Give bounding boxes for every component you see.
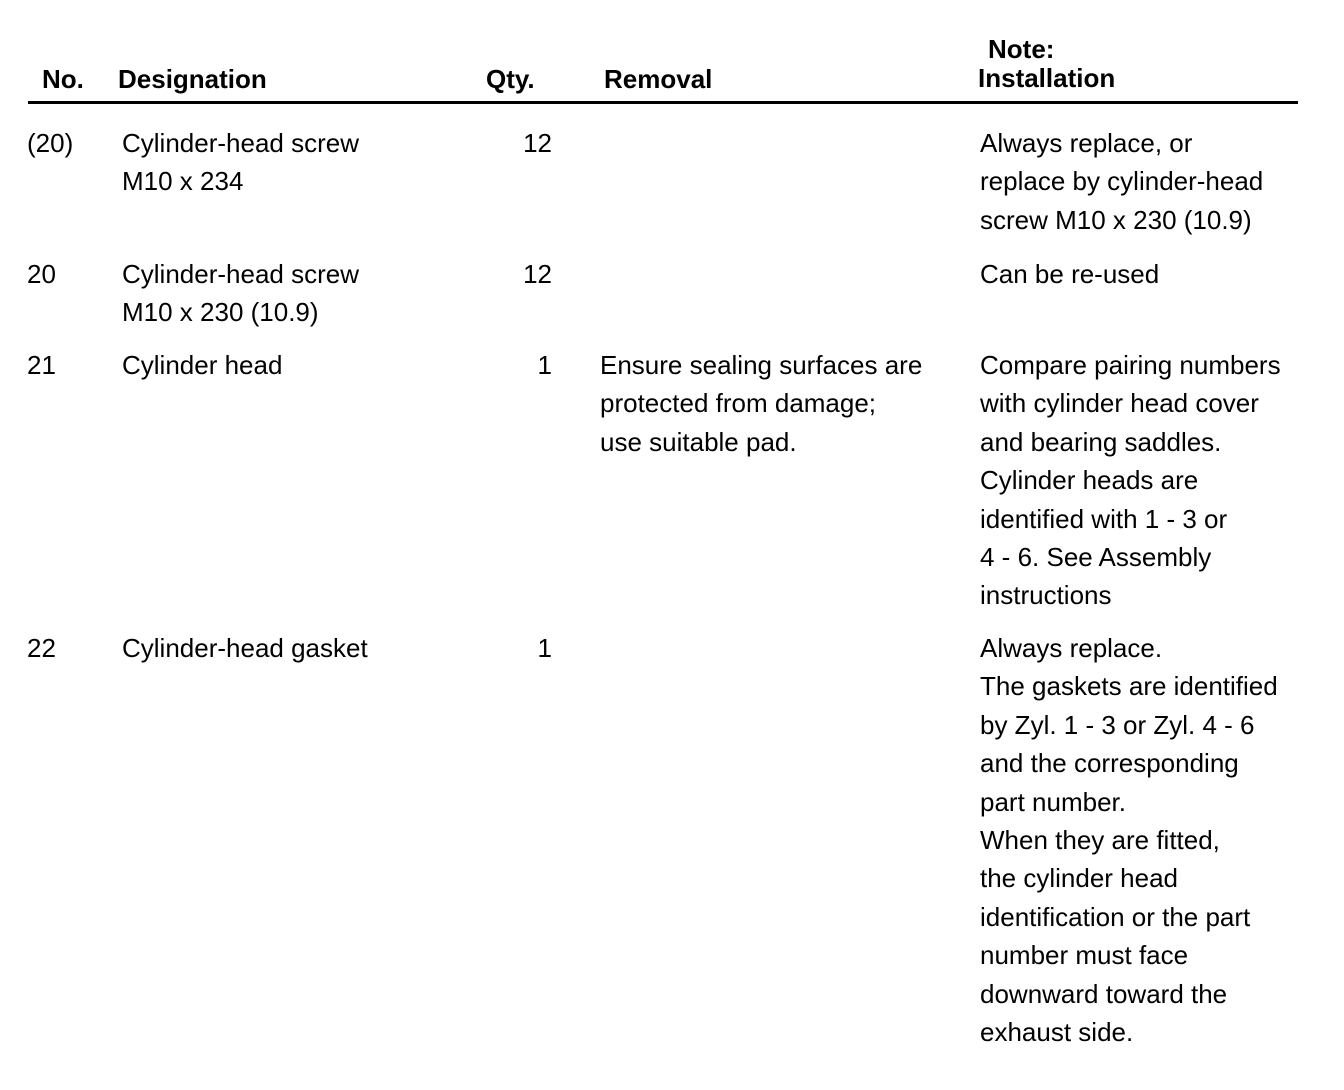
row-qty: 12	[523, 128, 552, 158]
row-installation: Compare pairing numbers with cylinder head cover and bearing saddles. Cylinder heads are identified with 1 - 3 or 4 - 6. See Assembly instructions	[980, 350, 1281, 611]
header-note: Note:	[988, 34, 1055, 64]
row-designation: Cylinder head	[122, 350, 283, 380]
row-designation: Cylinder-head screw M10 x 234	[122, 128, 359, 197]
row-no: 22	[27, 633, 56, 663]
row-no: 21	[27, 350, 56, 380]
row-installation: Always replace. The gaskets are identified by Zyl. 1 - 3 or Zyl. 4 - 6 and the corresponding part number. When they are fitted, the cylinder head identification or the part number must face downward toward the exhaust side.	[980, 633, 1278, 1048]
row-no: (20)	[27, 128, 74, 158]
header-rule	[28, 101, 1298, 104]
row-qty: 12	[523, 259, 552, 289]
row-designation: Cylinder-head gasket	[122, 633, 368, 663]
row-no: 20	[27, 259, 56, 289]
header-installation: Installation	[978, 63, 1116, 93]
row-qty: 1	[537, 633, 552, 663]
row-designation: Cylinder-head screw M10 x 230 (10.9)	[122, 259, 359, 328]
header-designation: Designation	[118, 64, 267, 94]
header-removal: Removal	[604, 64, 713, 94]
row-qty: 1	[537, 350, 552, 380]
header-no: No.	[42, 64, 84, 94]
row-installation: Always replace, or replace by cylinder-head screw M10 x 230 (10.9)	[980, 128, 1264, 235]
row-installation: Can be re-used	[980, 259, 1160, 289]
row-removal: Ensure sealing surfaces are protected from damage; use suitable pad.	[600, 350, 923, 457]
header-qty: Qty.	[486, 64, 535, 94]
